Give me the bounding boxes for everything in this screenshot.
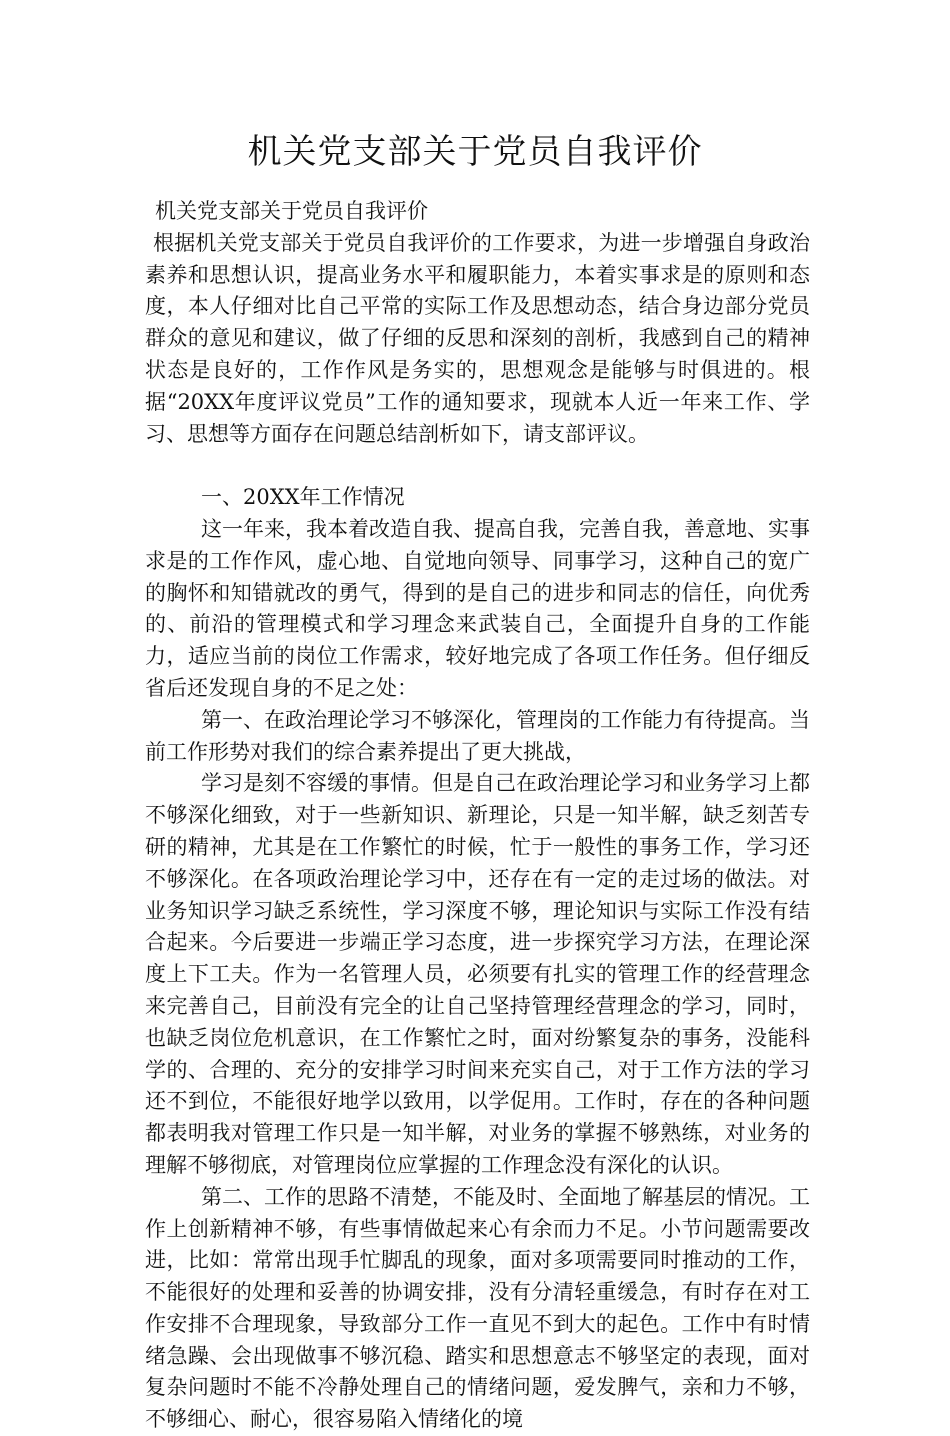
document-title: 机关党支部关于党员自我评价 xyxy=(247,132,703,172)
document-body xyxy=(145,196,810,1436)
paragraph-spacer xyxy=(145,450,810,482)
section-heading: 一、20XX年工作情况 xyxy=(201,485,405,510)
intro-paragraph: 根据机关党支部关于党员自我评价的工作要求，为进一步增强自身政治素养和思想认识，提高业务水平和履职能力，本着实事求是的原则和态度，本人仔细对比自己平常的实际工作及思想动态，结合身边部分党员群众的意见和建议，做了仔细的反思和深刻的剖析，我感到自己的精神状态是良好的，工作作风是务实的，思想观念是能够与时俱进的。根据“20XX年度评议党员”工作的通知要求，现就本人近一年来工作、学习、思想等方面存在问题总结剖析如下，请支部评议。 xyxy=(145,230,810,446)
first-issue-paragraph: 第一、在政治理论学习不够深化，管理岗的工作能力有待提高。当前工作形势对我们的综合素养提出了更大挑战， xyxy=(145,707,810,764)
second-issue-paragraph: 第二、工作的思路不清楚，不能及时、全面地了解基层的情况。工作上创新精神不够，有些事情做起来心有余而力不足。小节问题需要改进，比如：常常出现手忙脚乱的现象，面对多项需要同时推动的工作，不能很好的处理和妥善的协调安排，没有分清轻重缓急，有时存在对工作安排不合理现象，导致部分工作一直见不到大的起色。工作中有时情绪急躁、会出现做事不够沉稳、踏实和思想意志不够坚定的表现，面对复杂问题时不能不冷静处理自己的情绪问题，爱发脾气，亲和力不够，不够细心、耐心，很容易陷入情绪化的境 xyxy=(145,1184,810,1432)
work-paragraph: 这一年来，我本着改造自我、提高自我，完善自我，善意地、实事求是的工作作风，虚心地、自觉地向领导、同事学习，这种自己的宽广的胸怀和知错就改的勇气，得到的是自己的进步和同志的信任，向优秀的、前沿的管理模式和学习理念来武装自己，全面提升自身的工作能力，适应当前的岗位工作需求，较好地完成了各项工作任务。但仔细反省后还发现自身的不足之处： xyxy=(145,516,810,700)
study-paragraph: 学习是刻不容缓的事情。但是自己在政治理论学习和业务学习上都不够深化细致，对于一些新知识、新理论，只是一知半解，缺乏刻苦专研的精神，尤其是在工作繁忙的时候，忙于一般性的事务工作，学习还不够深化。在各项政治理论学习中，还存在有一定的走过场的做法。对业务知识学习缺乏系统性，学习深度不够，理论知识与实际工作没有结合起来。今后要进一步端正学习态度，进一步探究学习方法，在理论深度上下工夫。作为一名管理人员，必须要有扎实的管理工作的经营理念来完善自己，目前没有完全的让自己坚持管理经营理念的学习，同时，也缺乏岗位危机意识，在工作繁忙之时，面对纷繁复杂的事务，没能科学的、合理的、充分的安排学习时间来充实自己，对于工作方法的学习还不到位，不能很好地学以致用，以学促用。工作时，存在的各种问题都表明我对管理工作只是一知半解，对业务的掌握不够熟练，对业务的理解不够彻底，对管理岗位应掌握的工作理念没有深化的认识。 xyxy=(145,771,810,1177)
document-subtitle: 机关党支部关于党员自我评价 xyxy=(155,199,428,223)
